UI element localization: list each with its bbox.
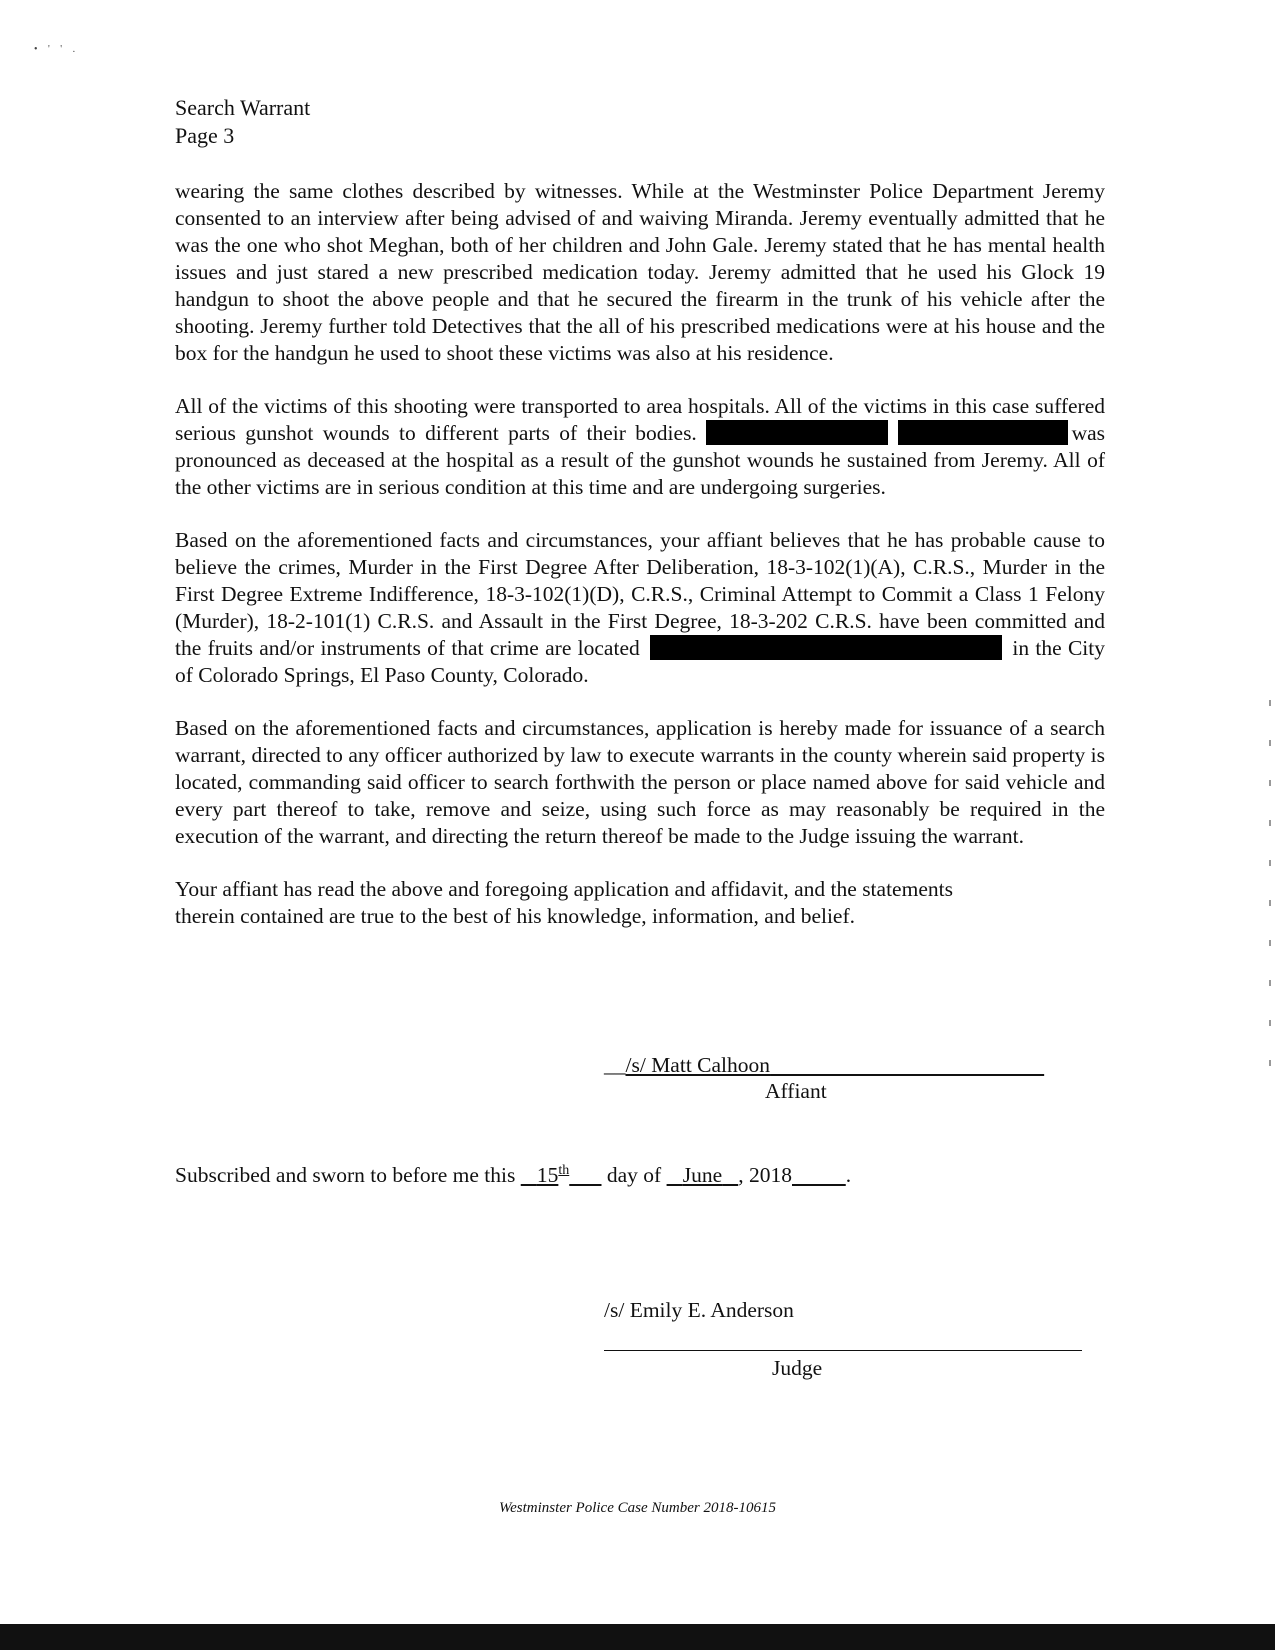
sworn-month: June [682,1163,723,1188]
paragraph-2 [175,393,1105,501]
judge-label: Judge [772,1356,823,1380]
sworn-year: 2018 [749,1163,792,1188]
sworn-day-suffix: th [558,1163,570,1178]
document-title: Search Warrant [175,95,311,120]
paragraph-3-part-a: Based on the aforementioned facts and circumstances, your affiant believes that he has probable cause to believe the crimes, Murder in the First Degree After Deliberation, 18-3-102(1)(A), C.R.S., Murder in the First Degree Extreme Indifference, 18-3-102(1)(D), C.R.S., Criminal Attempt to Commit a Class 1 Felony (Murder), 18-2-101(1) C.R.S. and Assault in the First Degree, 18-3-202 C.R.S. have been committed and the fruits and/or instruments of that crime are located [175,528,1105,660]
paragraph-4: Based on the aforementioned facts and circumstances, application is hereby made for issuance of a search warrant, directed to any officer authorized by law to execute warrants in the county wherein said property is located, commanding said officer to search forthwith the person or place named above for said vehicle and every part thereof to take, remove and seize, using such force as may reasonably be required in the execution of the warrant, and directing the return thereof be made to the Judge issuing the warrant. [175,716,1105,848]
redaction-box [706,420,888,445]
sworn-statement: Subscribed and sworn to before me this 15th day of June , 2018 . [175,1163,852,1188]
paragraph-2-part-b: was pronounced as deceased at the hospital as a result of the gunshot wounds he sustained from Jeremy. All of the other victims are in serious condition at this time and are undergoing surgeries. [175,421,1105,499]
page-number: Page 3 [175,123,235,148]
redaction-box [650,635,1002,660]
paragraph-3-part-b: in the City of Colorado Springs, El Paso County, Colorado. [175,636,1106,687]
scan-bottom-bar [0,1624,1275,1650]
scan-speck: • ' ' . [34,44,80,55]
document-body [175,178,1105,956]
paragraph-2-part-a: All of the victims of this shooting were transported to area hospitals. All of the victims in this case suffered serious gunshot wounds to different parts of their bodies. [175,394,1105,445]
affiant-label: Affiant [765,1079,827,1103]
affiant-signature-line: __/s/ Matt Calhoon [604,1053,771,1077]
scan-edge-marks [1269,700,1271,1080]
affiant-signature: /s/ Matt Calhoon [625,1053,771,1077]
sworn-prefix: Subscribed and sworn to before me this [175,1163,516,1188]
paragraph-5: Your affiant has read the above and foregoing application and affidavit, and the statements therein contained are true to the best of his knowledge, information, and belief. [175,877,953,928]
judge-signature: /s/ Emily E. Anderson [604,1298,794,1322]
paragraph-3 [175,527,1105,689]
sworn-day: 15 [536,1163,559,1188]
paragraph-1: wearing the same clothes described by witnesses. While at the Westminster Police Department Jeremy consented to an interview after being advised of and waiving Miranda. Jeremy eventually admitted that he was the one who shot Meghan, both of her children and John Gale. Jeremy stated that he has mental health issues and just stared a new prescribed medication today. Jeremy admitted that he used his Glock 19 handgun to shoot the above people and that he secured the firearm in the trunk of his vehicle after the shooting. Jeremy further told Detectives that the all of his prescribed medications were at his house and the box for the handgun he used to shoot these victims was also at his residence. [175,179,1105,365]
redaction-box [898,420,1068,445]
judge-signature-line [604,1350,1082,1351]
sworn-middle: day of [606,1163,662,1188]
document-header [175,94,310,150]
case-number-footer: Westminster Police Case Number 2018-10615 [499,1500,776,1516]
